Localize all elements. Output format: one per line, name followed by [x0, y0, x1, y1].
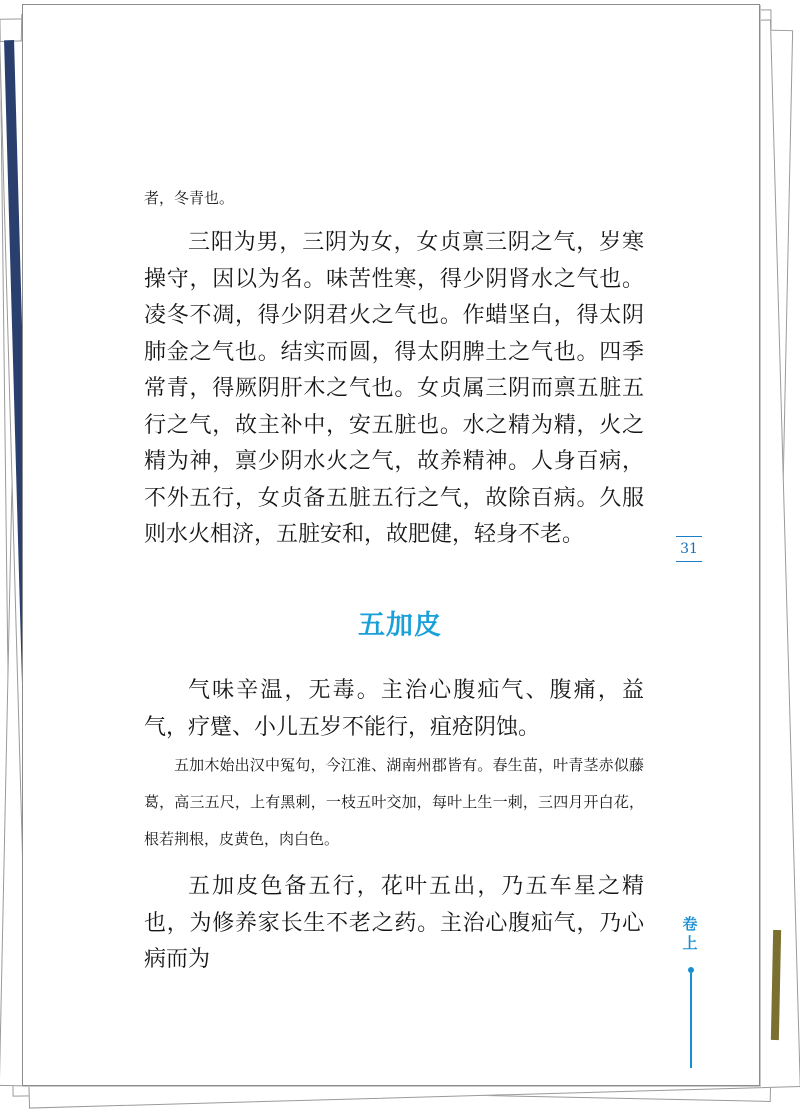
- volume-marker-line: [690, 973, 692, 1068]
- annotation-note: 五加木始出汉中冤句，今江淮、湖南州郡皆有。春生苗，叶青茎赤似藤葛，高三五尺，上有黑刺，一枝五叶交加，每叶上生一刺，三四月开白花，根若荆根，皮黄色，肉白色。: [144, 756, 644, 848]
- page-number: 31: [676, 536, 702, 562]
- body-paragraph: 气味辛温，无毒。主治心腹疝气、腹痛，益气，疗躄、小儿五岁不能行，疽疮阴蚀。: [144, 678, 644, 740]
- body-paragraph: 三阳为男，三阴为女，女贞禀三阴之气，岁寒操守，因以为名。味苦性寒，得少阴肾水之气也。凌冬不凋，得少阴君火之气也。作蜡坚白，得太阴肺金之气也。结实而圆，得太阴脾土之气也。四季常青，得厥阴肝木之气也。女贞属三阴而禀五脏五行之气，故主补中，安五脏也。水之精为精，火之精为神，禀少阴水火之气，故养精神。人身百病，不外五行，女贞备五脏五行之气，故除百病。久服则水火相济，五脏安和，故肥健，轻身不老。: [144, 230, 644, 547]
- section-heading: 五加皮: [358, 610, 442, 641]
- continued-text: 者，冬青也。: [144, 189, 235, 207]
- body-paragraph: 五加皮色备五行，花叶五出，乃五车星之精也，为修养家长生不老之药。主治心腹疝气，乃心病而为: [144, 874, 644, 972]
- volume-marker: 卷上: [682, 915, 698, 952]
